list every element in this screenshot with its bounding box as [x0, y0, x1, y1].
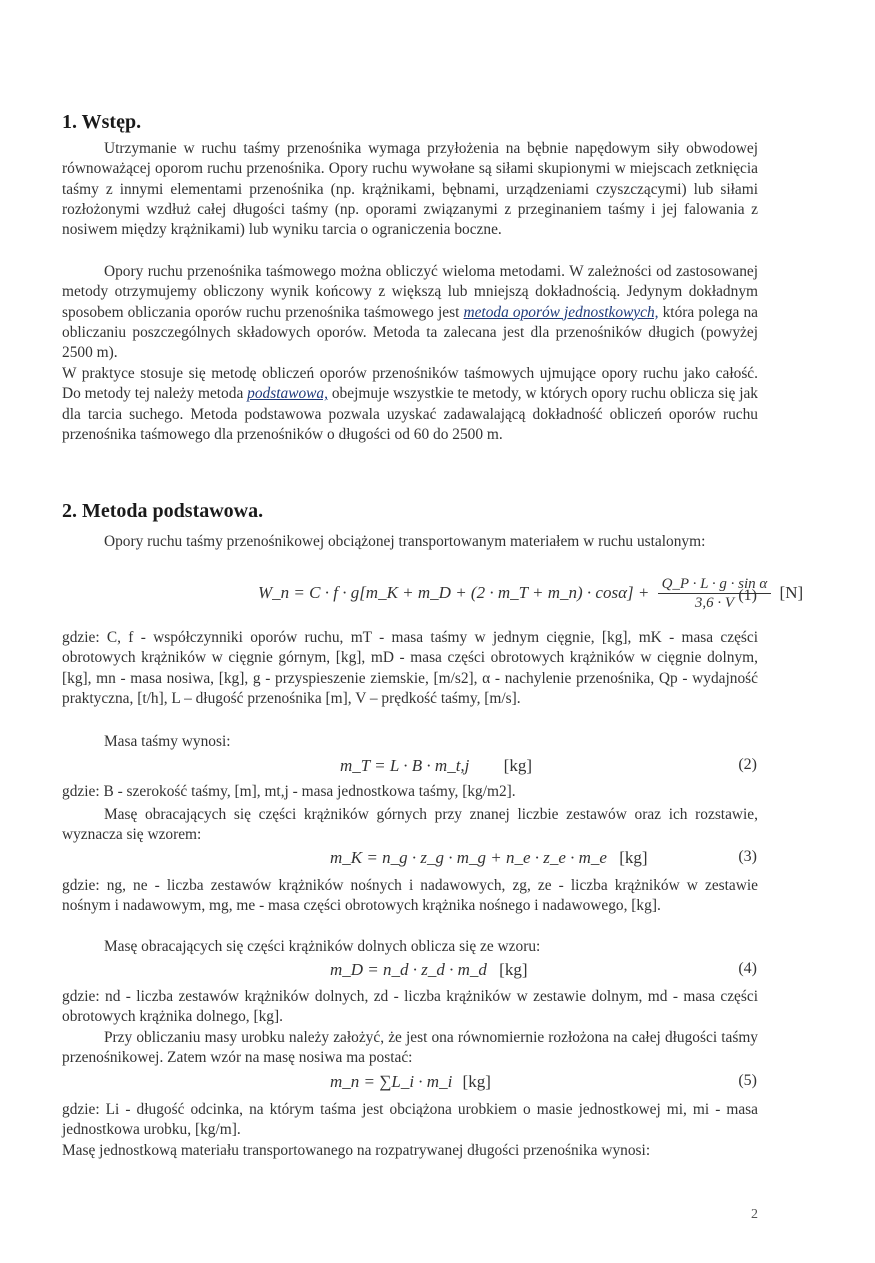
equation-3-number: (3) [738, 848, 757, 865]
section-heading-basic-method: 2. Metoda podstawowa. [62, 500, 264, 522]
intro-paragraph-3-text-a: W praktyce stosuje się metodę obliczeń oporów przenośników taśmowych ujmujące opory ruchu jako całość. Do metody tej należy metoda [62, 365, 758, 403]
equation-3 [330, 848, 648, 868]
material-mass-intro: Przy obliczaniu masy urobku należy założyć, że jest ona równomiernie rozłożona na całej długości taśmy przenośnikowej. Zatem wzór na masę nosiwa ma postać: [62, 1029, 758, 1067]
equation-1-legend: gdzie: C, f - współczynniki oporów ruchu, mT - masa taśmy w jednym cięgnie, [kg], mK - masa części obrotowych krążników w cięgnie górnym, [kg], mD - masa części obrotowych krążników w cięgnie dolnym, [kg], mn - masa nosiwa, [kg], g - przyspieszenie ziemskie, [m/s2], α - nachylenie przenośnika, Qp - wydajność praktyczna, [t/h], L – długość przenośnika [m], V – prędkość taśmy, [m/s]. [62, 629, 758, 707]
equation-1-unit: [N] [779, 582, 804, 602]
equation-2-legend: gdzie: B - szerokość taśmy, [m], mt,j - masa jednostkowa taśmy, [kg/m2]. [62, 783, 516, 800]
belt-mass-intro: Masa taśmy wynosi: [104, 733, 231, 750]
equation-5-legend: gdzie: Li - długość odcinka, na którym taśma jest obciążona urobkiem o masie jednostkowej mi, mi - masa jednostkowa urobku, [kg/m]. [62, 1101, 758, 1139]
page-number: 2 [751, 1207, 758, 1222]
equation-4-unit: [kg] [499, 960, 528, 979]
equation-5 [330, 1072, 491, 1092]
equation-2-formula: m_T = L · B · m_t,j [340, 756, 470, 775]
equation-2 [340, 756, 532, 776]
basic-method-intro: Opory ruchu taśmy przenośnikowej obciążonej transportowanym materiałem w ruchu ustalonym: [104, 533, 706, 550]
equation-3-unit: [kg] [619, 848, 648, 867]
equation-1 [258, 576, 803, 612]
equation-3-formula: m_K = n_g · z_g · m_g + n_e · z_e · m_e [330, 848, 607, 867]
basic-method-link[interactable]: podstawowa, [247, 385, 328, 403]
equation-5-formula: m_n = ∑L_i · m_i [330, 1072, 453, 1091]
intro-paragraph-2 [62, 262, 758, 363]
intro-paragraph-1: Utrzymanie w ruchu taśmy przenośnika wymaga przyłożenia na bębnie napędowym siły obwodowej równoważącej oporom ruchu przenośnika. Opory ruchu wywołane są siłami skupionymi w miejscach zetknięcia taśmy z innymi elementami przenośnika (np. krążnikami, bębnami, urządzeniami czyszczącymi) lub siłami rozłożonymi wzdłuż całej długości taśmy (np. oporami związanymi z przeginaniem taśmy i jej falowania z nosiwem między krążnikami) lub wyniku tarcia o ograniczenia boczne. [62, 140, 758, 239]
unit-mass-intro: Masę jednostkową materiału transportowanego na rozpatrywanej długości przenośnika wynosi: [62, 1142, 651, 1159]
equation-1-main: W_n = C · f · g[m_K + m_D + (2 · m_T + m_n) · cosα] + [258, 582, 650, 602]
intro-paragraph-2-text-b: która polega na obliczaniu poszczególnych składowych oporów. Metoda ta zalecana jest dla przenośników długich (powyżej 2500 m). [62, 303, 759, 362]
equation-4-legend: gdzie: nd - liczba zestawów krążników dolnych, zd - liczba krążników w zestawie dolnym, md - masa części obrotowych krążnika dolnego, [kg]. [62, 988, 758, 1026]
intro-paragraph-2-text-a: Opory ruchu przenośnika taśmowego można obliczyć wieloma metodami. W zależności od zastosowanej metody otrzymujemy obliczony wynik końcowy z większą lub mniejszą dokładnością. Jedynym dokładnym sposobem obliczania oporów ruchu przenośnika taśmowego jest [62, 263, 758, 321]
intro-paragraph-3-text-b: obejmuje wszystkie te metody, w których opory ruchu oblicza się jak dla tarcia suchego. Metoda podstawowa pozwala uzyskać zadawalającą dokładność obliczeń oporów ruchu przenośnika taśmowego dla przenośników o długości od 60 do 2500 m. [62, 385, 759, 443]
equation-5-unit: [kg] [462, 1072, 491, 1091]
equation-1-number: (1) [738, 587, 757, 604]
equation-1-numerator: Q_P · L · g · sin α [658, 576, 772, 594]
intro-paragraph-3 [62, 364, 758, 445]
unit-resistance-method-link[interactable]: metoda oporów jednostkowych, [463, 303, 659, 321]
equation-5-number: (5) [738, 1072, 757, 1089]
lower-idlers-intro: Masę obracających się części krążników dolnych oblicza się ze wzoru: [104, 938, 541, 955]
equation-4-number: (4) [738, 960, 757, 977]
equation-4 [330, 960, 528, 980]
upper-idlers-intro: Masę obracających się części krążników górnych przy znanej liczbie zestawów oraz ich rozstawie, wyznacza się wzorem: [62, 806, 758, 844]
equation-4-formula: m_D = n_d · z_d · m_d [330, 960, 487, 979]
equation-2-unit: [kg] [503, 756, 532, 775]
equation-2-number: (2) [738, 756, 757, 773]
section-heading-introduction: 1. Wstęp. [62, 111, 142, 133]
equation-3-legend: gdzie: ng, ne - liczba zestawów krążników nośnych i nadawowych, zg, ze - liczba krążników w zestawie nośnym i nadawowym, mg, me - masa części obrotowych krążnika nośnego i nadawowego, [kg]. [62, 877, 758, 915]
equation-1-denominator: 3,6 · V [694, 595, 735, 611]
